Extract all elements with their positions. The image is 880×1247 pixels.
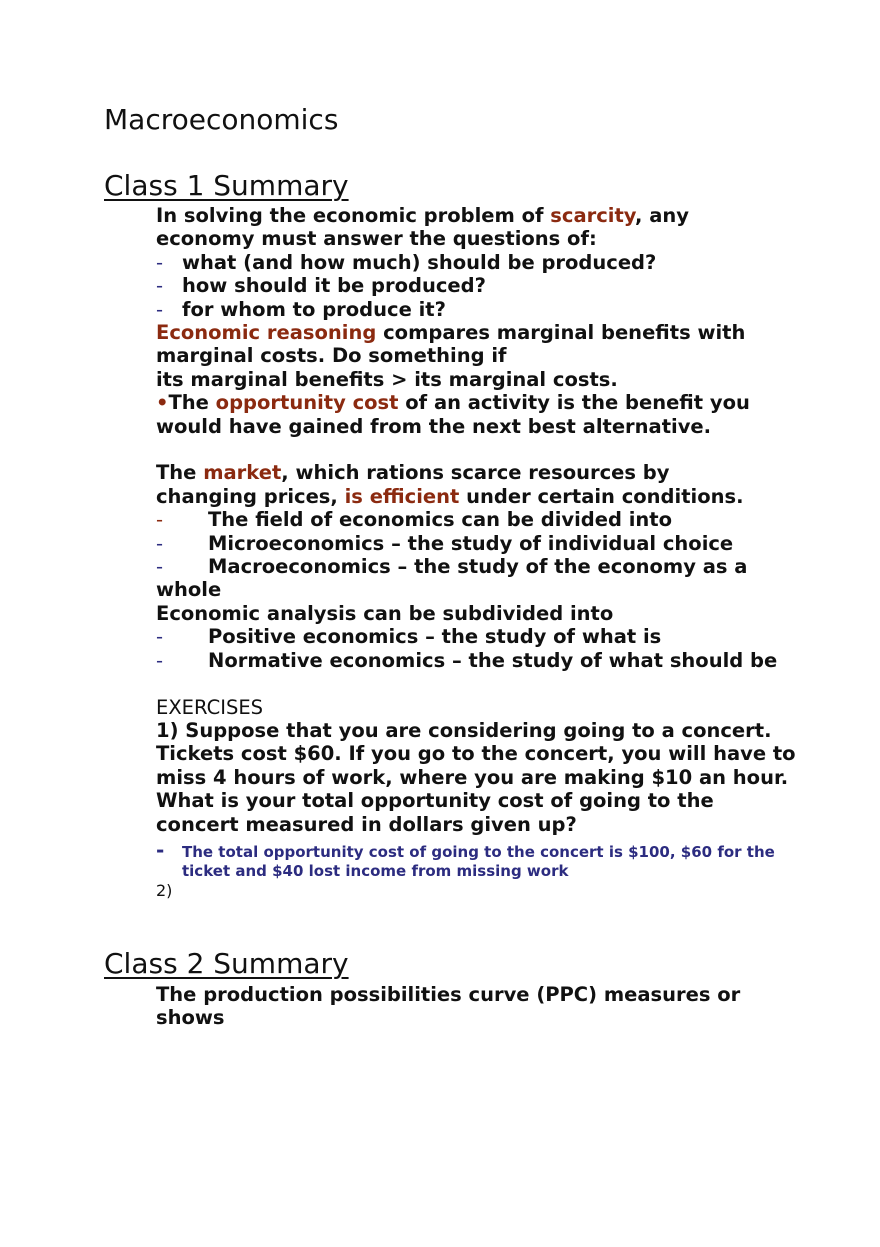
exercise-2-label: 2) bbox=[156, 880, 173, 900]
class-1-heading: Class 1 Summary bbox=[104, 169, 349, 202]
answer-text: The total opportunity cost of going to the concert is $100, $60 for the ticket and $40 lost income from missing work bbox=[182, 842, 775, 880]
class-1-body bbox=[156, 204, 796, 901]
efficient-term: is efficient bbox=[344, 484, 460, 508]
exercise-1-question: 1) Suppose that you are considering going to a concert. Tickets cost $60. If you go to the concert, you will have to miss 4 hours of work, where you are making $10 an hour. What is your total opportunity cost of going to the concert measured in dollars given up? bbox=[156, 718, 796, 836]
analysis-intro: Economic analysis can be subdivided into bbox=[156, 601, 614, 625]
field-text: Microeconomics – the study of individual choice bbox=[208, 531, 734, 555]
dash-bullet-icon: - bbox=[156, 297, 164, 321]
economic-reasoning-term: Economic reasoning bbox=[156, 321, 377, 345]
field-text: The field of economics can be divided into bbox=[208, 508, 673, 532]
field-item bbox=[156, 532, 796, 555]
field-item bbox=[156, 508, 796, 531]
scarcity-paragraph-line-1 bbox=[156, 204, 796, 227]
analysis-text: Normative economics – the study of what should be bbox=[208, 648, 778, 672]
text-run: , which rations scarce resources by bbox=[281, 461, 670, 485]
ppc-paragraph: The production possibilities curve (PPC) measures or shows bbox=[156, 983, 741, 1030]
dash-bullet-icon: - bbox=[156, 250, 164, 274]
question-item bbox=[156, 251, 796, 274]
bullet-icon: • bbox=[156, 391, 169, 415]
document-title: Macroeconomics bbox=[104, 103, 339, 136]
exercise-1-answer bbox=[156, 837, 796, 881]
analysis-item bbox=[156, 625, 796, 648]
text-run: The bbox=[156, 461, 204, 485]
dash-bullet-icon: - bbox=[156, 274, 164, 298]
field-item bbox=[156, 555, 796, 602]
opportunity-cost-term: opportunity cost bbox=[215, 391, 399, 415]
scarcity-term: scarcity bbox=[550, 204, 635, 227]
dash-bullet-icon: - bbox=[156, 531, 164, 555]
dash-bullet-icon: - bbox=[156, 625, 164, 649]
question-text: how should it be produced? bbox=[182, 274, 486, 298]
market-line-2 bbox=[156, 485, 796, 508]
text-run: In solving the economic problem of bbox=[156, 204, 551, 227]
dash-bullet-icon: - bbox=[156, 837, 165, 862]
exercises-label: EXERCISES bbox=[156, 695, 264, 719]
reasoning-line-3: its marginal benefits > its marginal costs. bbox=[156, 367, 618, 391]
scarcity-paragraph-line-2: economy must answer the questions of: bbox=[156, 227, 597, 251]
question-text: for whom to produce it? bbox=[182, 297, 446, 321]
dash-bullet-icon: - bbox=[156, 555, 164, 579]
blank-line bbox=[156, 438, 796, 461]
question-item bbox=[156, 298, 796, 321]
question-item bbox=[156, 274, 796, 297]
market-term: market bbox=[203, 461, 282, 485]
dash-bullet-icon: - bbox=[156, 648, 164, 672]
reasoning-line-1 bbox=[156, 321, 796, 344]
question-text: what (and how much) should be produced? bbox=[182, 250, 657, 274]
text-run: under certain conditions. bbox=[459, 484, 744, 508]
text-run: , any bbox=[635, 204, 689, 227]
field-text: Macroeconomics – the study of the economy as a whole bbox=[156, 555, 748, 602]
market-line-1 bbox=[156, 461, 796, 484]
class-2-body bbox=[156, 983, 796, 1030]
text-run: changing prices, bbox=[156, 484, 345, 508]
analysis-text: Positive economics – the study of what is bbox=[208, 625, 662, 649]
analysis-item bbox=[156, 649, 796, 672]
blank-line bbox=[156, 672, 796, 695]
opportunity-cost-line-2: would have gained from the next best alternative. bbox=[156, 414, 712, 438]
opportunity-cost-line-1 bbox=[156, 391, 796, 414]
text-run: of an activity is the benefit you bbox=[398, 391, 750, 415]
text-run: compares marginal benefits with bbox=[376, 321, 746, 345]
reasoning-line-2: marginal costs. Do something if bbox=[156, 344, 507, 368]
dash-bullet-icon: - bbox=[156, 508, 164, 532]
class-2-heading: Class 2 Summary bbox=[104, 947, 349, 980]
text-run: The bbox=[168, 391, 216, 415]
